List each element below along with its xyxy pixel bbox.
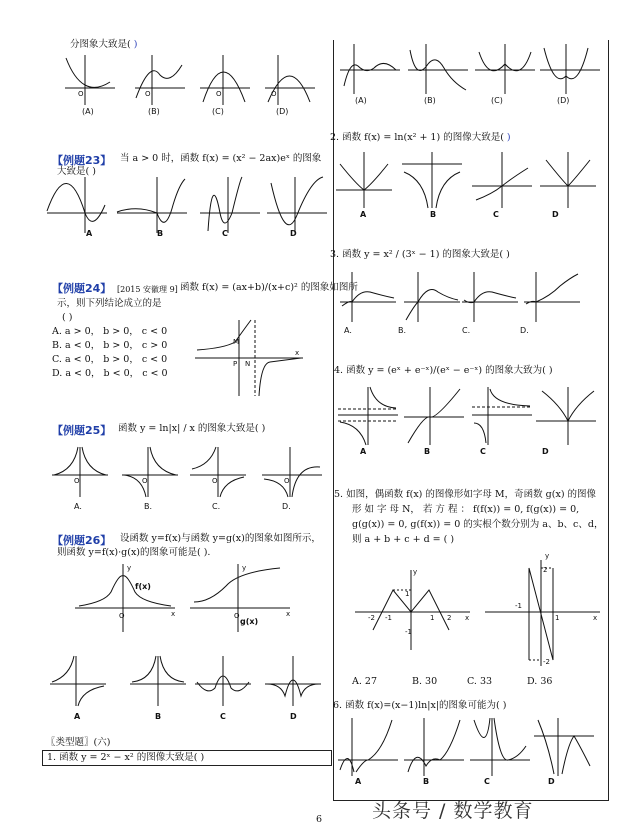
ex26-text2: 则函数 y=f(x)·g(x)的图象可能是( ). [57, 547, 211, 558]
q2-opt-d: D [552, 210, 559, 219]
svg-text:1: 1 [555, 614, 560, 622]
top-opt-d: (D) [557, 96, 570, 105]
q0-graphs [60, 50, 300, 120]
svg-text:O: O [271, 90, 277, 98]
q0-opt-a: (A) [82, 107, 94, 116]
ex23-opt-a: A [86, 229, 93, 238]
svg-text:x: x [171, 610, 176, 618]
svg-text:2: 2 [447, 614, 452, 622]
svg-text:M: M [233, 338, 240, 346]
ex25-opt-d: D. [282, 502, 291, 511]
top-opt-c: (C) [491, 96, 503, 105]
ex23-opt-b: B [157, 229, 164, 238]
q5-graphs [355, 552, 600, 670]
svg-text:O: O [234, 612, 240, 620]
ex24-text2: 示，则下列结论成立的是 [57, 298, 162, 309]
ex25-text: 函数 y = ln|x| / x 的图象大致是( ) [118, 423, 266, 434]
q2-text: 2. 函数 f(x) = ln(x² + 1) 的图像大致是( ) [330, 132, 511, 143]
svg-text:y: y [413, 568, 418, 576]
q0-text: 分图象大致是( ) [70, 39, 138, 50]
svg-text:-2: -2 [368, 614, 375, 622]
ex26-opt-c: C [220, 712, 226, 721]
leiti-header: 〖类型题〗(六) [46, 737, 111, 748]
ex24-text3: ( ) [62, 312, 73, 323]
ex26-opt-b: B [155, 712, 162, 721]
watermark: 头条号 / 数学教育 [372, 800, 534, 822]
q5-choice-b: B. 30 [412, 676, 438, 687]
svg-text:-2: -2 [543, 658, 550, 666]
svg-text:P: P [233, 360, 238, 368]
q4-opt-b: B [424, 447, 431, 456]
ex23-opt-c: C [222, 229, 228, 238]
svg-text:1: 1 [405, 590, 410, 598]
q6-opt-c: C [484, 777, 490, 786]
svg-text:O: O [142, 477, 148, 485]
top-opt-a: (A) [355, 96, 367, 105]
ex23-text2: 大致是( ) [57, 166, 96, 177]
svg-text:x: x [465, 614, 470, 622]
svg-text:-1: -1 [385, 614, 392, 622]
svg-text:x: x [593, 614, 598, 622]
q5-choice-a: A. 27 [352, 676, 377, 687]
ex23-tag: 【例题23】 [52, 154, 112, 167]
svg-text:y: y [127, 564, 132, 572]
ex24-source: [2015 安徽理 9] [117, 285, 178, 294]
q0-opt-c: (C) [212, 107, 224, 116]
ex24-choice-b: B. a < 0， b > 0， c > 0 [52, 340, 168, 351]
q3-opt-a: A. [344, 326, 352, 335]
q6-opt-d: D [548, 777, 555, 786]
svg-text:-1: -1 [515, 602, 522, 610]
leiti-q1: 1. 函数 y = 2ˣ − x² 的图像大致是( ) [42, 750, 332, 766]
svg-text:O: O [216, 90, 222, 98]
svg-text:O: O [145, 90, 151, 98]
ex25-graphs [52, 445, 332, 500]
q4-text: 4. 函数 y = (eˣ + e⁻ˣ)/(eˣ − e⁻ˣ) 的图象大致为( ) [334, 365, 553, 376]
svg-text:O: O [74, 477, 80, 485]
ex25-opt-a: A. [74, 502, 82, 511]
svg-text:2: 2 [543, 566, 548, 574]
ex26-fg-graphs [75, 562, 325, 634]
ex26-fx: f(x) [135, 582, 151, 591]
q5-choice-c: C. 33 [467, 676, 493, 687]
q4-opt-c: C [480, 447, 486, 456]
svg-text:x: x [286, 610, 291, 618]
q4-graphs [338, 385, 606, 447]
ex24-choice-c: C. a < 0， b > 0， c < 0 [52, 354, 168, 365]
ex23-graphs [45, 175, 325, 235]
q6-opt-b: B [423, 777, 430, 786]
q6-opt-a: A [355, 777, 362, 786]
ex25-tag: 【例题25】 [52, 424, 112, 437]
q5-line1: 5. 如图，偶函数 f(x) 的图像形如字母 M，奇函数 g(x) 的图像 [334, 489, 597, 500]
q5-line2: 形 如 字 母 N， 若 方 程 ： f(f(x)) = 0, f(g(x)) = 0, [352, 504, 580, 515]
ex25-opt-c: C. [212, 502, 221, 511]
svg-text:y: y [242, 564, 247, 572]
ex24-choice-d: D. a < 0， b < 0， c < 0 [52, 368, 168, 379]
svg-text:y: y [545, 552, 550, 560]
svg-text:O: O [119, 612, 125, 620]
ex26-opt-a: A [74, 712, 81, 721]
ex26-tag: 【例题26】 [52, 534, 112, 547]
svg-text:O: O [78, 90, 84, 98]
q5-line3: g(g(x)) = 0, g(f(x)) = 0 的实根个数分别为 a、b、c、d， [352, 519, 604, 530]
ex23-opt-d: D [290, 229, 297, 238]
ex23-text: 当 a > 0 时，函数 f(x) = (x² − 2ax)eˣ 的图象 [120, 153, 322, 164]
svg-text:-1: -1 [405, 628, 412, 636]
svg-text:x: x [295, 349, 300, 357]
q3-text: 3. 函数 y = x² / (3ˣ − 1) 的图象大致是( ) [330, 249, 510, 260]
page-number: 6 [316, 814, 323, 825]
q2-opt-a: A [360, 210, 367, 219]
q4-opt-d: D [542, 447, 549, 456]
svg-text:O: O [284, 477, 290, 485]
q0-opt-b: (B) [148, 107, 160, 116]
svg-text:1: 1 [430, 614, 435, 622]
ex26-option-graphs [50, 654, 330, 709]
right-top-graphs [340, 42, 605, 97]
ex24-tag: 【例题24】 [52, 282, 112, 295]
ex25-opt-b: B. [144, 502, 153, 511]
q3-opt-c: C. [462, 326, 471, 335]
q6-text: 6. 函数 f(x)=(x−1)ln|x|的图象可能为( ) [333, 700, 507, 711]
q2-graphs [336, 150, 606, 210]
q3-graphs [340, 270, 605, 325]
ex26-opt-d: D [290, 712, 297, 721]
q3-opt-d: D. [520, 326, 529, 335]
ex24-text: 函数 f(x) = (ax+b)/(x+c)² 的图象如图所 [180, 282, 358, 293]
svg-text:N: N [245, 360, 251, 368]
q5-choice-d: D. 36 [527, 676, 553, 687]
q5-line4: 则 a + b + c + d = ( ) [352, 534, 455, 545]
q0-opt-d: (D) [276, 107, 289, 116]
q6-graphs [338, 716, 606, 778]
ex24-choice-a: A. a > 0， b > 0， c < 0 [52, 326, 168, 337]
ex26-gx: g(x) [240, 617, 259, 626]
ex24-graph [195, 318, 305, 398]
q4-opt-a: A [360, 447, 367, 456]
top-opt-b: (B) [424, 96, 436, 105]
q3-opt-b: B. [398, 326, 407, 335]
q2-opt-b: B [430, 210, 437, 219]
ex26-text: 设函数 y=f(x)与函数 y=g(x)的图象如图所示， [120, 533, 321, 544]
svg-text:O: O [212, 477, 218, 485]
q2-opt-c: C [493, 210, 499, 219]
